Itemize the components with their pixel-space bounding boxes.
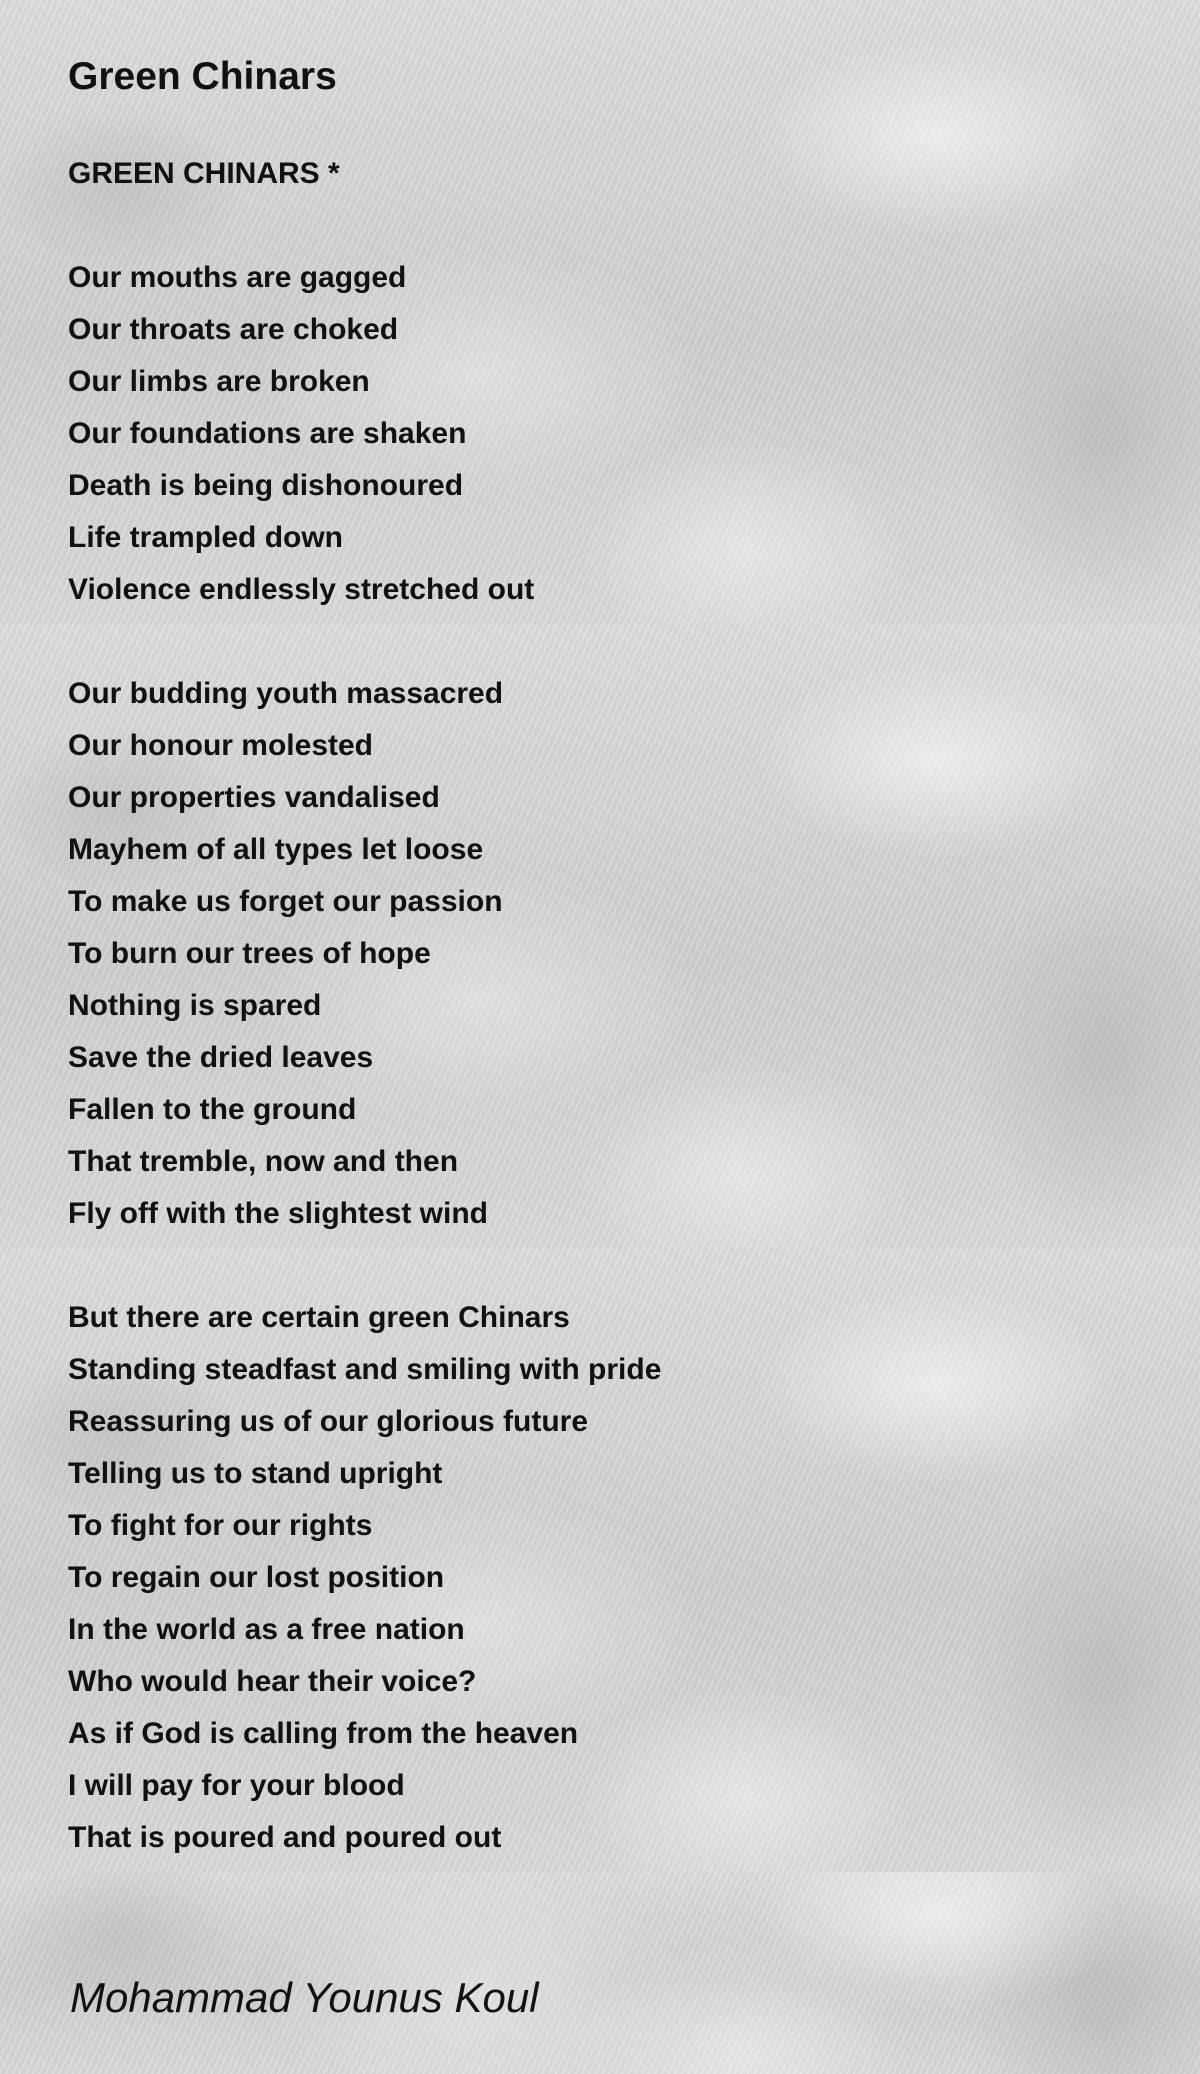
poem-line: Fallen to the ground xyxy=(68,1093,357,1126)
poem-line: Life trampled down xyxy=(68,521,344,554)
poem-line: That tremble, now and then xyxy=(68,1145,459,1178)
poem-line: To burn our trees of hope xyxy=(68,937,431,970)
poem-line: Our throats are choked xyxy=(68,313,399,346)
stanza-1 xyxy=(68,252,661,616)
poem-line: To regain our lost position xyxy=(68,1561,445,1594)
poem-line: Mayhem of all types let loose xyxy=(68,833,484,866)
poem-line: In the world as a free nation xyxy=(68,1613,465,1646)
poem-line: Reassuring us of our glorious future xyxy=(68,1405,589,1438)
poem-line: Nothing is spared xyxy=(68,989,322,1022)
poem-line: Our limbs are broken xyxy=(68,365,370,398)
poem-line: To fight for our rights xyxy=(68,1509,373,1542)
poem-line: As if God is calling from the heaven xyxy=(68,1717,579,1750)
poem-line: Death is being dishonoured xyxy=(68,469,464,502)
poem-line: Telling us to stand upright xyxy=(68,1457,443,1490)
poem-body xyxy=(68,148,661,1916)
poem-line: Our budding youth massacred xyxy=(68,677,504,710)
poem-line: Standing steadfast and smiling with pride xyxy=(68,1353,662,1386)
stanza-2 xyxy=(68,668,661,1240)
poem-line: I will pay for your blood xyxy=(68,1769,405,1802)
poem-line: Save the dried leaves xyxy=(68,1041,374,1074)
poem-line: Our mouths are gagged xyxy=(68,261,407,294)
poem-line: Our properties vandalised xyxy=(68,781,440,814)
poem-line: Who would hear their voice? xyxy=(68,1665,477,1698)
poem-line: To make us forget our passion xyxy=(68,885,503,918)
poem-line: But there are certain green Chinars xyxy=(68,1301,570,1334)
poem-heading: GREEN CHINARS * xyxy=(68,157,340,190)
poem-line: Fly off with the slightest wind xyxy=(68,1197,488,1230)
poem-author: Mohammad Younus Koul xyxy=(70,1974,539,2021)
poem-line: Our foundations are shaken xyxy=(68,417,467,450)
poem-line: Our honour molested xyxy=(68,729,374,762)
poem-title: Green Chinars xyxy=(68,55,337,98)
poem-line: That is poured and poured out xyxy=(68,1821,502,1854)
stanza-3 xyxy=(68,1292,661,1864)
poem-line: Violence endlessly stretched out xyxy=(68,573,535,606)
